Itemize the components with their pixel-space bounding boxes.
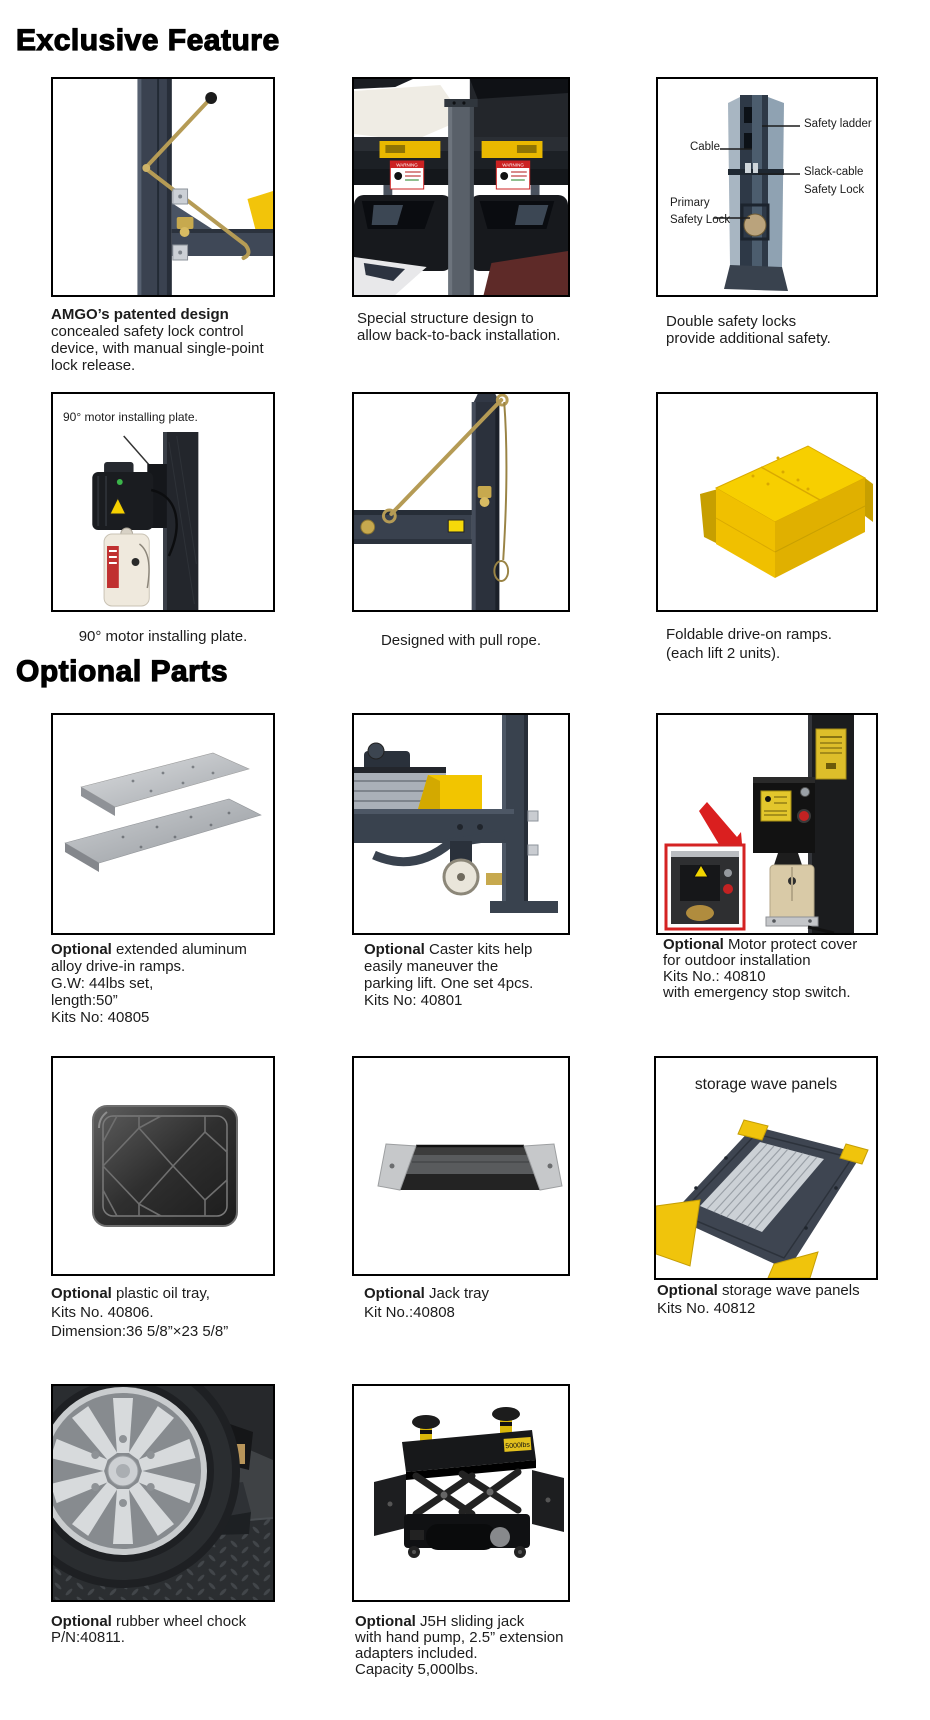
caption-back-to-back — [357, 310, 560, 344]
caption-line: Special structure design to — [357, 310, 534, 327]
caption-motor-plate — [51, 628, 275, 645]
caption-bold: Optional — [657, 1282, 718, 1299]
label-cable: Cable — [689, 141, 720, 153]
figure-patented-design — [51, 77, 275, 297]
caption-line: easily maneuver the — [364, 958, 499, 975]
caption-line: Kits No.: 40810 — [663, 968, 766, 985]
caption-double-safety-locks — [666, 313, 831, 347]
svg-text:WARNING: WARNING — [502, 162, 524, 168]
caption-line: Dimension:36 5/8”×23 5/8” — [51, 1323, 229, 1340]
caption-line: Kits No: 40805 — [51, 1009, 150, 1026]
caption-line: 90° motor installing plate. — [78, 628, 248, 645]
caption-line: (each lift 2 units). — [666, 645, 781, 662]
caption-line: concealed safety lock control — [51, 323, 244, 340]
caption-patented-design — [51, 306, 264, 374]
svg-text:WARNING: WARNING — [396, 162, 418, 168]
caption-pull-rope — [352, 632, 570, 649]
oil-tray-photo — [53, 1058, 273, 1274]
sliding-jack-photo — [354, 1386, 568, 1600]
caption-wheel-chock — [51, 1614, 246, 1646]
figure-pull-rope — [352, 392, 570, 612]
label-safety-ladder: Safety ladder — [804, 118, 872, 130]
caption-rest: plastic oil tray, — [111, 1285, 210, 1302]
caption-line: lock release. — [51, 357, 136, 374]
caption-oil-tray — [51, 1284, 228, 1341]
caption-line: for outdoor installation — [663, 952, 811, 969]
heading-optional-parts: Optional Parts — [16, 655, 229, 688]
caption-line: Kit No.:40808 — [364, 1304, 455, 1321]
caption-foldable-ramps — [666, 625, 832, 663]
caption-rest: rubber wheel chock — [111, 1613, 247, 1630]
label-slack-cable-1: Slack-cable — [804, 166, 864, 178]
caption-line: G.W: 44lbs set, — [51, 975, 154, 992]
heading-exclusive-feature: Exclusive Feature — [16, 24, 280, 57]
label-slack-cable-2: Safety Lock — [804, 184, 865, 196]
warning-sticker-right — [496, 161, 529, 189]
motor-cover-photo — [658, 715, 876, 933]
caption-line: P/N:40811. — [51, 1629, 125, 1646]
figure-double-safety-locks — [656, 77, 878, 297]
caption-bold: Optional — [51, 941, 112, 958]
caption-caster-kits — [364, 941, 533, 1009]
figure-storage-wave-panels — [654, 1056, 878, 1280]
caption-bold: Optional — [51, 1285, 112, 1302]
back-to-back-photo — [354, 79, 568, 295]
pull-rope-photo — [354, 394, 568, 610]
caption-line: Capacity 5,000lbs. — [355, 1661, 479, 1678]
caption-line: parking lift. One set 4pcs. — [364, 975, 534, 992]
jack-tray-photo — [354, 1058, 568, 1274]
figure-jack-tray — [352, 1056, 570, 1276]
caption-bold: Optional — [663, 936, 724, 953]
figure-oil-tray — [51, 1056, 275, 1276]
caption-bold: Optional — [355, 1613, 416, 1630]
caption-line: provide additional safety. — [666, 330, 831, 347]
figure-aluminum-ramps — [51, 713, 275, 935]
figure-wheel-chock — [51, 1384, 275, 1602]
figure-sliding-jack — [352, 1384, 570, 1602]
caption-sliding-jack — [355, 1614, 563, 1678]
caption-line: device, with manual single-point — [51, 340, 264, 357]
caption-rest: storage wave panels — [717, 1282, 860, 1299]
caption-line: length:50” — [51, 992, 118, 1009]
caption-rest: Motor protect cover — [723, 936, 858, 953]
caption-bold: Optional — [364, 1285, 425, 1302]
label-primary-2: Safety Lock — [670, 214, 731, 226]
motor-plate-photo — [53, 394, 273, 610]
caption-rest: Jack tray — [424, 1285, 490, 1302]
caption-rest: extended aluminum — [111, 941, 247, 958]
caption-storage-wave-panels — [657, 1282, 860, 1318]
caption-line: Kits No. 40806. — [51, 1304, 154, 1321]
caption-bold: Optional — [364, 941, 425, 958]
caption-jack-tray — [364, 1284, 489, 1322]
caption-rest: J5H sliding jack — [415, 1613, 525, 1630]
figure-motor-plate — [51, 392, 275, 612]
caption-line: Designed with pull rope. — [380, 632, 542, 649]
label-primary-1: Primary — [670, 197, 710, 209]
caption-line: allow back-to-back installation. — [357, 327, 561, 344]
caption-aluminum-ramps — [51, 941, 247, 1026]
figure-back-to-back — [352, 77, 570, 297]
safety-lock-photo — [53, 79, 273, 295]
caption-bold: Optional — [51, 1613, 112, 1630]
figure-foldable-ramps — [656, 392, 878, 612]
aluminum-ramps-photo — [53, 715, 273, 933]
caption-rest: Caster kits help — [424, 941, 533, 958]
label-storage-wave-panels: storage wave panels — [694, 1076, 838, 1093]
label-motor-plate: 90° motor installing plate. — [63, 410, 198, 424]
caption-line: with emergency stop switch. — [663, 984, 851, 1001]
caption-bold-line: AMGO’s patented design — [51, 306, 229, 323]
svg-text:5000lbs: 5000lbs — [505, 1441, 531, 1451]
caption-line: Foldable drive-on ramps. — [666, 626, 832, 643]
foldable-ramp-render — [658, 394, 876, 610]
caption-motor-protect-cover — [663, 937, 857, 1001]
warning-sticker-left — [390, 161, 423, 189]
caption-line: Kits No: 40801 — [364, 992, 463, 1009]
figure-motor-protect-cover — [656, 713, 878, 935]
figure-caster-kits — [352, 713, 570, 935]
caption-line: Kits No. 40812 — [657, 1300, 756, 1317]
caption-line: Double safety locks — [666, 313, 797, 330]
caption-line: adapters included. — [355, 1645, 478, 1662]
caster-kit-photo — [354, 715, 568, 933]
caption-line: with hand pump, 2.5” extension — [355, 1629, 564, 1646]
caption-line: alloy drive-in ramps. — [51, 958, 186, 975]
wheel-chock-photo — [53, 1386, 273, 1600]
